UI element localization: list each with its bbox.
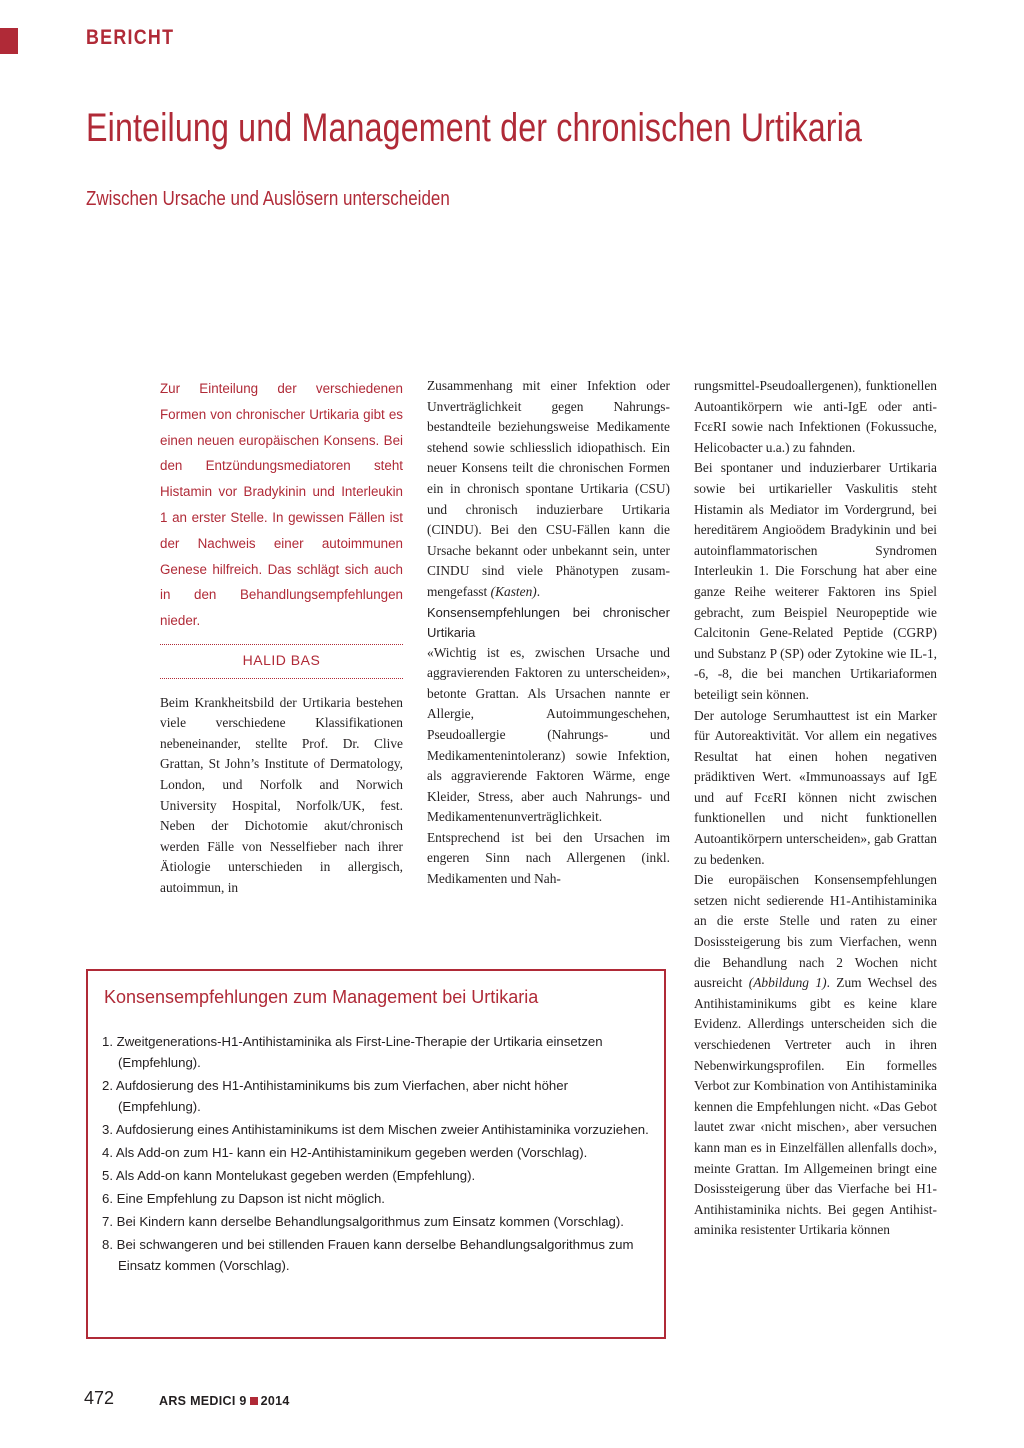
article-title: Einteilung und Management der chronischen Urtikaria <box>86 106 863 150</box>
journal-info <box>159 1394 290 1408</box>
list-item: 7. Bei Kindern kann derselbe Behandlungsalgorithmus zum Einsatz kommen (Vorschlag). <box>102 1214 624 1229</box>
body-paragraph: Der autologe Serumhauttest ist ein Marker für Autoreaktivität. Vor allem ein negatives Resultat hat einen hohen negativen prädiktiven Wert. «Immunoassays auf IgE und auf FcεRI können nicht zwischen funktionellen und nicht funktionellen Autoantikörpern unterscheiden», gab Grattan zu bedenken. <box>694 707 937 867</box>
body-paragraph: Beim Krankheitsbild der Urtikaria bestehen viele verschiedene Klassifikationen nebeneinander, stellte Prof. Dr. Clive Grattan, St John’s Institute of Dermatology, London, und Norfolk and Norwich University Hospital, Norfolk/UK, fest. Neben der Dichotomie akut/chronisch werden Fälle von Nesselfieber nach ihrer Ätiologie unterschieden in allergisch, autoimmun, in <box>160 694 403 895</box>
lead-paragraph: Zur Einteilung der verschiedenen Formen von chronischer Urtikaria gibt es einen neuen europäischen Konsens. Bei den Entzündungsmediatoren steht Histamin vor Bradykinin und Interleukin 1 an erster Stelle. In gewissen Fällen ist der Nachweis einer autoimmunen Genese hilfreich. Das schlägt sich auch in den Behandlungsempfehlungen nieder. <box>160 381 403 629</box>
box-title: Konsensempfehlungen zum Management bei Urtikaria <box>104 987 539 1007</box>
square-separator-icon <box>250 1397 258 1405</box>
author-name: HALID BAS <box>242 651 321 668</box>
list-item: 8. Bei schwangeren und bei stillenden Frauen kann derselbe Behandlungsalgorithmus zum Einsatz kommen (Vorschlag). <box>102 1237 634 1273</box>
recommendations-box <box>86 969 666 1339</box>
section-label: BERICHT <box>86 26 175 49</box>
column-2 <box>427 376 670 890</box>
box-reference: (Kasten) <box>490 583 537 599</box>
list-item: 5. Als Add-on kann Montelukast gegeben werden (Empfehlung). <box>102 1168 476 1183</box>
column-1 <box>160 376 403 899</box>
figure-reference: (Abbildung 1) <box>748 975 827 991</box>
recommendations-list <box>102 1031 650 1278</box>
body-paragraph: Bei spontaner und induzierbarer Urtikaria sowie bei urtikarieller Vaskulitis steht Histamin als Mediator im Vordergrund, bei hereditärem Angioödem Bradykinin und bei autoinflammatorischen Syndromen Interleukin 1. Die Forschung hat aber eine ganze Reihe weiterer Faktoren ins Spiel gebracht, zum Beispiel Neuropeptide wie Calcitonin Gene-Related Peptide (CGRP) und Substanz P (SP) oder Zytokine wie IL-1, -6, -8, die bei manchen Urtikariaformen beteiligt sein können. <box>694 460 937 702</box>
section-marker <box>0 28 18 54</box>
author-divider-bottom <box>160 678 403 679</box>
list-item: 4. Als Add-on zum H1- kann ein H2-Antihistaminikum gegeben werden (Vorschlag). <box>102 1145 588 1160</box>
body-paragraph <box>694 870 937 1241</box>
journal-year: 2014 <box>260 1394 290 1408</box>
list-item: 3. Aufdosierung eines Antihistaminikums ist dem Mischen zweier Antihistaminika vorzuziehen. <box>102 1122 649 1137</box>
body-paragraph: «Wichtig ist es, zwischen Ursache und aggravierenden Faktoren zu unterscheiden», betonte Grattan. Als Ursachen nannte er Allergie, Autoimmungeschehen, Pseudoallergie (Nahrungs- und Medikamentenintoleranz) sowie Infektion, als aggravierende Faktoren Wärme, enge Kleider, Stress, aber auch Nahrungs- und Medikamentenunverträglichkeit. Entsprechend ist bei den Ursachen im engeren Sinn nach Allergenen (inkl. Medikamenten und Nah- <box>427 644 670 887</box>
column-3 <box>694 376 937 1241</box>
list-item: 6. Eine Empfehlung zu Dapson ist nicht möglich. <box>102 1191 385 1206</box>
page-number: 472 <box>84 1388 115 1408</box>
body-text: Die europäischen Konsensempfehlungen setzen nicht sedierende H1-Antihistaminika an die erste Stelle und raten zu einer Dosissteigerung bis zum Vierfachen, wenn die Behandlung nach 2 Wochen nicht ausreicht <box>694 872 937 991</box>
list-item: 1. Zweitgenerations-H1-Antihistaminika als First-Line-Therapie der Urtikaria einsetzen (Empfehlung). <box>102 1034 603 1070</box>
article-subtitle: Zwischen Ursache und Auslösern unterscheiden <box>86 188 450 210</box>
journal-name: ARS MEDICI 9 <box>159 1394 247 1408</box>
body-paragraph: rungsmittel-Pseudoallergenen), funktionellen Autoantikörpern wie anti-IgE oder anti-FcεRI sowie nach Infektionen (Fokussuche, Helicobacter u.a.) zu fahnden. <box>694 378 937 455</box>
body-text: . Zum Wechsel des Antihistaminikums gibt es keine klare Evidenz. Allerdings unterscheiden sich die verschiedenen Vertreter auch in ihren Nebenwirkungsprofilen. Ein formelles Verbot zur Kombination von Antihistaminika kennen die Empfehlungen nicht. «Das Gebot lautet zwar ‹nicht mischen›, aber versuchen kann man es in Einzelfällen allenfalls doch», meinte Grattan. Im Allgemeinen bringt eine Dosissteigerung über das Vierfache bei H1-Antihistaminika nichts. Bei gegen Antihistaminika resistenter Urtikaria können <box>694 975 938 1238</box>
body-paragraph: Zusammenhang mit einer Infektion oder Unverträglichkeit gegen Nahrungsbestandteile beziehungsweise Medikamente stehend sowie schliesslich idiopathisch. Ein neuer Konsens teilt die chronischen Formen ein in chronisch spontane Urtikaria (CSU) und chronisch induzierbare Urtikaria (CINDU). Bei den CSU-Fällen kann die Ursache bekannt oder unbekannt sein, unter CINDU sind viele Phänotypen zusammengefasst (Kasten). <box>427 378 670 599</box>
body-text: Zusammenhang mit einer Infektion oder Unverträglichkeit gegen Nahrungsbestandteile beziehungsweise Medikamente stehend sowie schliesslich idiopathisch. Ein neuer Konsens teilt die chronischen Formen ein in chronisch spontane Urtikaria (CSU) und chronisch induzierbare Urtikaria (CINDU). Bei den CSU-Fällen kann die Ursache bekannt oder unbekannt sein, unter CINDU sind viele Phänotypen zusammengefasst <box>427 378 670 599</box>
list-item: 2. Aufdosierung des H1-Antihistaminikums bis zum Vierfachen, aber nicht höher (Empfehlung). <box>102 1078 568 1114</box>
subheading: Konsensempfehlungen bei chronischer Urtikaria <box>427 604 670 640</box>
